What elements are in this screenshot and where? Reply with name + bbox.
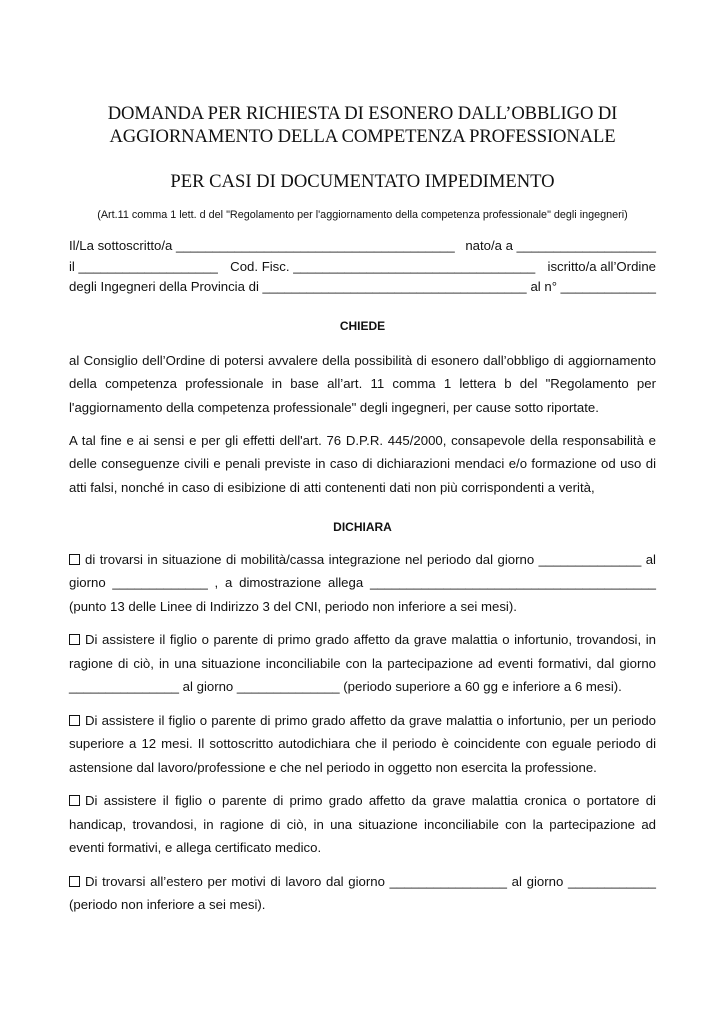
regulation-reference: (Art.11 comma 1 lett. d del "Regolamento per l'aggiornamento della competenza professionale" degli ingegneri) xyxy=(97,209,628,221)
checkbox-icon[interactable] xyxy=(69,634,80,645)
field-name-label[interactable]: Il/La sottoscritto/a ______________________________________ xyxy=(69,238,455,253)
chiede-text: al Consiglio dell’Ordine di potersi avvalere della possibilità di esonero dall’obbligo di aggiornamento della competenza professionale in base all’art. 11 comma 1 lettera b del "Regolamento per l'aggiornamento della competenza professionale" degli ingegneri, per cause sotto riportate. xyxy=(69,352,656,415)
field-row-name xyxy=(69,236,656,257)
field-row-order xyxy=(69,277,656,298)
option-mobility-text: di trovarsi in situazione di mobilità/cassa integrazione nel periodo dal giorno ______________ al giorno _____________ , a dimostrazione allega _______________________________________ (punto 13 delle Linee di Indirizzo 3 del CNI, periodo non inferiore a sei mesi). xyxy=(69,551,656,614)
option-assist-chronic xyxy=(69,789,656,860)
option-abroad xyxy=(69,870,656,917)
option-assist-chronic-text: Di assistere il figlio o parente di primo grado affetto da grave malattia cronica o portatore di handicap, trovandosi, in ragione di ciò, in una situazione inconciliabile con la partecipazione ad eventi formativi, e allega certificato medico. xyxy=(69,793,656,856)
checkbox-icon[interactable] xyxy=(69,795,80,806)
document-subtitle: PER CASI DI DOCUMENTATO IMPEDIMENTO xyxy=(170,171,555,192)
option-assist-short-text: Di assistere il figlio o parente di primo grado affetto da grave malattia o infortunio, trovandosi, in ragione di ciò, in una situazione inconciliabile con la partecipazione ad eventi formativi, dal giorno _______________ al giorno ______________ (periodo superiore a 60 gg e inferiore a 6 mesi). xyxy=(69,632,656,695)
field-province-label[interactable]: degli Ingegneri della Provincia di ____________________________________ xyxy=(69,279,527,294)
option-assist-long xyxy=(69,709,656,780)
checkbox-icon[interactable] xyxy=(69,554,80,565)
field-birthplace-label[interactable]: nato/a a ___________________ xyxy=(465,238,656,253)
applicant-fields xyxy=(69,236,656,298)
option-assist-long-text: Di assistere il figlio o parente di primo grado affetto da grave malattia o infortunio, per un periodo superiore a 12 mesi. Il sottoscritto autodichiara che il periodo è coincidente con eguale periodo di astensione dal lavoro/professione e che nel periodo in oggetto non esercita la professione. xyxy=(69,712,656,775)
premise-text: A tal fine e ai sensi e per gli effetti dell'art. 76 D.P.R. 445/2000, consapevole della responsabilità e delle conseguenze civili e penali previste in caso di dichiarazioni mendaci e/o formazione od uso di atti falsi, nonché in caso di esibizione di atti contenenti dati non più corrispondenti a verità, xyxy=(69,433,656,495)
field-registered-label: iscritto/a all’Ordine xyxy=(547,258,656,274)
option-abroad-text: Di trovarsi all’estero per motivi di lavoro dal giorno ________________ al giorno ____________ (periodo non inferiore a sei mesi). xyxy=(69,873,656,913)
field-number-label[interactable]: al n° _____________ xyxy=(530,279,656,294)
title-line-2: AGGIORNAMENTO DELLA COMPETENZA PROFESSIONALE xyxy=(109,126,616,147)
option-mobility xyxy=(69,548,656,619)
title-line-1: DOMANDA PER RICHIESTA DI ESONERO DALL’OBBLIGO DI xyxy=(107,103,618,124)
field-birthdate-label[interactable]: il ___________________ xyxy=(69,258,218,274)
dichiara-heading: DICHIARA xyxy=(333,519,392,534)
checkbox-icon[interactable] xyxy=(69,715,80,726)
document-title xyxy=(69,102,656,148)
field-fiscal-code-label[interactable]: Cod. Fisc. _________________________________ xyxy=(230,258,536,274)
checkbox-icon[interactable] xyxy=(69,876,80,887)
field-row-date-cf xyxy=(69,257,656,278)
option-assist-short xyxy=(69,628,656,699)
chiede-heading: CHIEDE xyxy=(339,318,386,333)
